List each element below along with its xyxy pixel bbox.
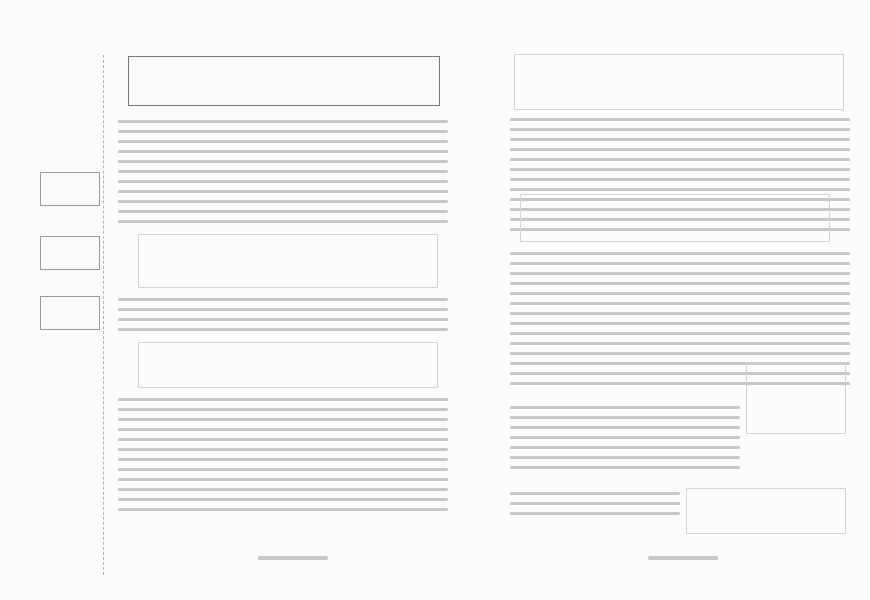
text-block-2 bbox=[118, 294, 448, 338]
name-box-1 bbox=[40, 172, 100, 206]
name-box-2 bbox=[40, 236, 100, 270]
relation-figure bbox=[746, 362, 846, 434]
text-block-1 bbox=[118, 116, 448, 232]
molecule-figure bbox=[138, 342, 438, 388]
reaction-figure bbox=[686, 488, 846, 534]
binding-margin bbox=[0, 0, 112, 600]
right-column bbox=[510, 52, 854, 552]
left-column bbox=[118, 52, 450, 552]
boxed-passage bbox=[128, 56, 440, 106]
name-box-3 bbox=[40, 296, 100, 330]
experiment-figure bbox=[514, 54, 844, 110]
flow-chart bbox=[138, 234, 438, 288]
footer-right bbox=[648, 556, 718, 560]
text-block-6 bbox=[510, 402, 740, 478]
text-block-7 bbox=[510, 488, 680, 524]
apparatus-figure bbox=[520, 194, 830, 242]
text-block-3 bbox=[118, 394, 448, 522]
footer-left bbox=[258, 556, 328, 560]
